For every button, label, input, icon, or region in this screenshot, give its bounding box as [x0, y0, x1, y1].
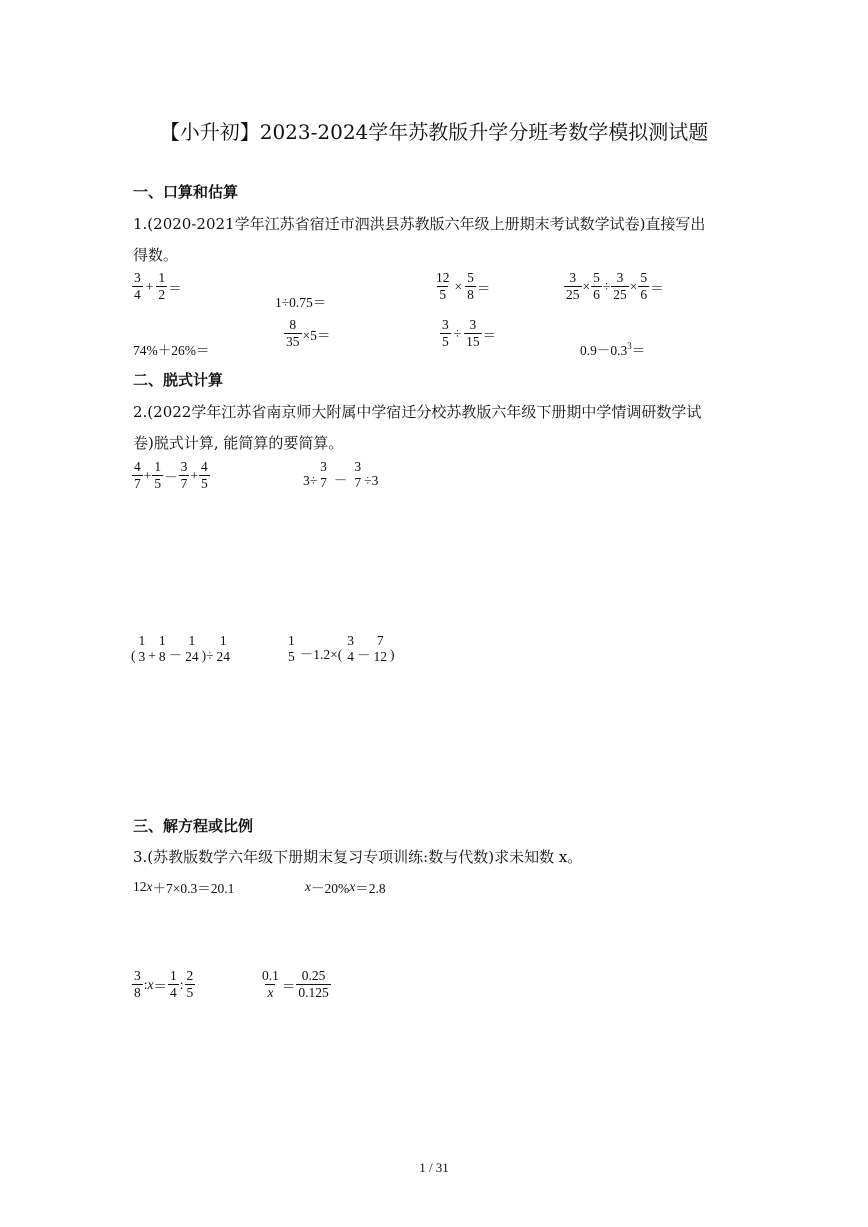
q1-expr-1: $\frac{3}{4}$ + $\frac{1}{2}$ ＝	[134, 270, 182, 303]
q1-expr-6: $\frac{8}{35}$ ×5＝	[286, 317, 331, 350]
question-2-text: 2.(2022学年江苏省南京师大附属中学宿迁分校苏教版六年级下册期中学情调研数学试	[133, 403, 702, 421]
question-1-text: 1.(2020-2021学年江苏省宿迁市泗洪县苏教版六年级上册期末考试数学试卷)直接写出	[133, 215, 706, 233]
q1-expr-7: $\frac{3}{5}$ ÷ $\frac{3}{15}$ ＝	[442, 317, 497, 350]
section-heading-3: 三、解方程或比例	[133, 817, 254, 835]
q2-expr-4: 1 5 －1.2×( 3 4 － 7 12 )	[288, 633, 395, 665]
q1-expr-5: 74%＋26%＝	[133, 343, 210, 358]
q3-expr-4: $\frac{0.1}{x}$ ＝ $\frac{0.25}{0.125}$	[262, 968, 329, 1001]
q1-expr-2: 1÷0.75＝	[275, 295, 327, 310]
page-title: 【小升初】2023-2024学年苏教版升学分班考数学模拟测试题	[159, 120, 709, 144]
section-heading-2: 二、脱式计算	[133, 371, 224, 389]
q2-expr-2: 3÷ 3 7 － 3 7 ÷3	[303, 459, 379, 491]
q3-expr-3: $\frac{3}{8}$ : x ＝ $\frac{1}{4}$ : $\frac{2}{5}$	[134, 968, 194, 1001]
question-2-text-cont: 卷)脱式计算, 能简算的要简算。	[133, 434, 344, 452]
q1-expr-8: 0.9－0.3 $^3$ ＝	[580, 341, 646, 358]
q1-expr-4: $\frac{3}{25}$ × $\frac{5}{6}$ ÷ $\frac{3}{25}$ × $\frac{5}{6}$ ＝	[566, 270, 664, 303]
q1-expr-3: $\frac{12}{5}$ × $\frac{5}{8}$ ＝	[436, 270, 491, 303]
section-heading-1: 一、口算和估算	[133, 183, 239, 201]
page-number: 1 / 31	[419, 1160, 449, 1175]
question-3-text: 3.(苏教版数学六年级下册期末复习专项训练:数与代数)求未知数 x。	[133, 848, 583, 866]
q2-expr-1: $\frac{4}{7}$ + $\frac{1}{5}$ － $\frac{3}{7}$ + $\frac{4}{5}$	[134, 459, 208, 492]
question-1-text-cont: 得数。	[133, 246, 179, 264]
q3-expr-2: x －20% x ＝2.8	[305, 879, 386, 896]
q3-expr-1: 12 x ＋7×0.3＝20.1	[133, 879, 235, 896]
q2-expr-3: ( 1 3 + 1 8 － 1 24 )÷ 1 24	[131, 633, 231, 665]
